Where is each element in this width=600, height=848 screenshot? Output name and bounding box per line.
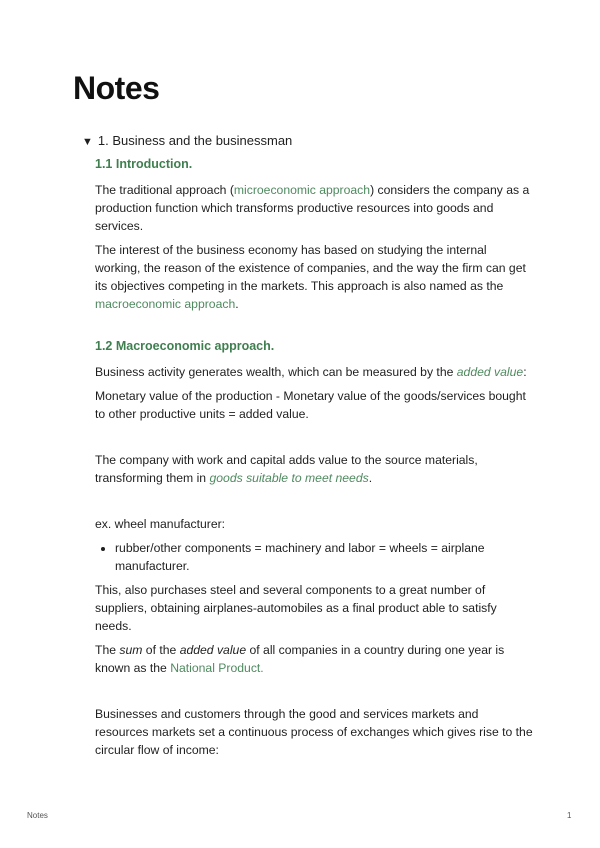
macroeconomic-approach-link[interactable]: macroeconomic approach (95, 297, 236, 311)
section-toggle-label: 1. Business and the businessman (97, 133, 293, 148)
paragraph: The interest of the business economy has based on studying the internal working, the reason of the existence of companies, and the way the firm can get its objectives competing in the markets. This approach is also named as the macroeconomic approach. (95, 243, 526, 311)
triangle-down-icon[interactable]: ▼ (82, 136, 93, 148)
paragraph: The traditional approach (microeconomic approach) considers the company as a production function which transforms productive resources into goods and services. (95, 183, 530, 233)
heading-introduction: 1.1 Introduction. (95, 157, 193, 171)
section-content (95, 155, 535, 765)
page-number: 1 (567, 811, 572, 820)
paragraph: The sum of the added value of all companies in a country during one year is known as the National Product. (95, 643, 505, 675)
national-product-link[interactable]: National Product. (170, 661, 264, 675)
microeconomic-approach-link[interactable]: microeconomic approach (233, 183, 371, 197)
paragraph: Monetary value of the production - Monetary value of the goods/services bought to other productive units = added value. (95, 389, 526, 421)
goods-suitable-link[interactable]: goods suitable to meet needs (209, 471, 369, 485)
section-toggle[interactable] (82, 133, 292, 148)
paragraph: ex. wheel manufacturer: (95, 517, 226, 531)
paragraph: Business activity generates wealth, which can be measured by the added value: (95, 365, 527, 379)
paragraph: The company with work and capital adds value to the source materials, transforming them in goods suitable to meet needs. (95, 453, 478, 485)
paragraph: This, also purchases steel and several components to a great number of suppliers, obtaining airplanes-automobiles as a final product able to satisfy needs. (95, 583, 497, 633)
footer-title: Notes (27, 811, 48, 820)
heading-macroeconomic-approach: 1.2 Macroeconomic approach. (95, 339, 275, 353)
list-item: • rubber/other components = machinery and labor = wheels = airplane manufacturer. (115, 539, 535, 575)
bullet-list (95, 539, 535, 575)
paragraph: Businesses and customers through the good and services markets and resources markets set a continuous process of exchanges which gives rise to the circular flow of income: (95, 707, 533, 757)
added-value-link[interactable]: added value (456, 365, 524, 379)
page-title: Notes (73, 70, 160, 106)
